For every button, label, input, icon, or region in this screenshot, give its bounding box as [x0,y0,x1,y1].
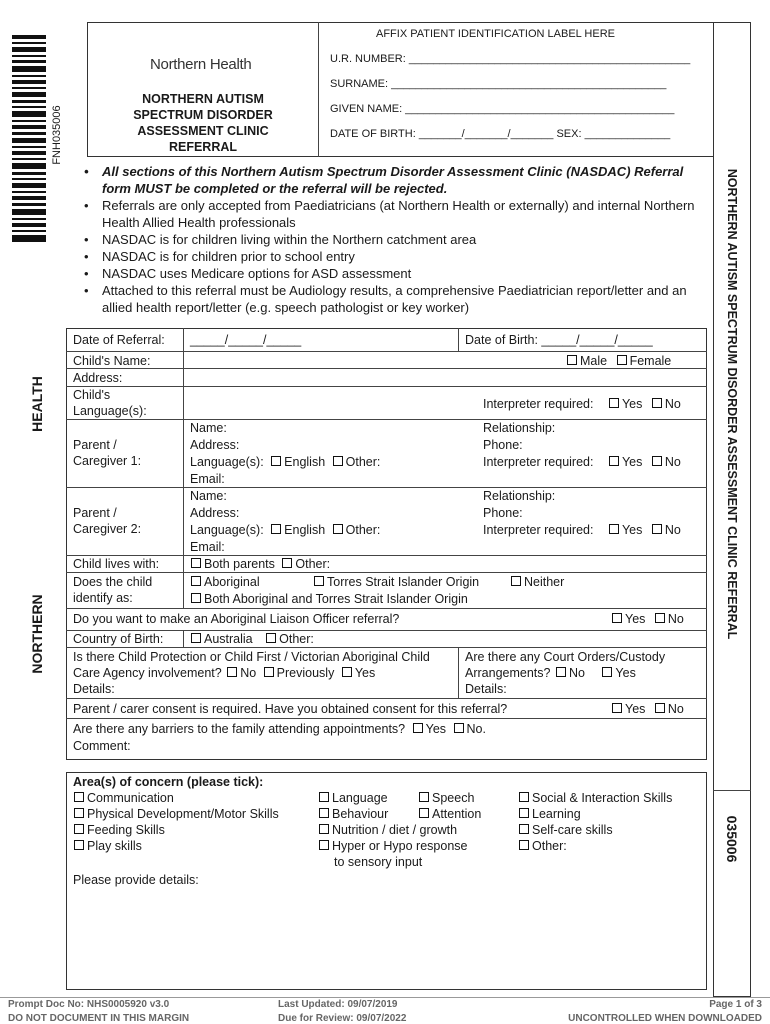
do-not-document: DO NOT DOCUMENT IN THIS MARGIN [8,1013,190,1024]
cp-previously-checkbox[interactable] [264,667,274,677]
child-protection-question: Is there Child Protection or Child First / Victorian Aboriginal Child Care Agency involvement? No Previously Yes Details: [73,650,430,696]
childs-language-label: Child's Language(s): [73,388,147,418]
consent-yes-checkbox[interactable] [612,703,622,713]
parent2-interp-yes-checkbox[interactable] [609,524,619,534]
aboriginal-option: Aboriginal [190,574,260,590]
both-origin-checkbox[interactable] [191,593,201,603]
parent1-interpreter: Interpreter required: Yes No [483,455,681,469]
both-parents-checkbox[interactable] [191,558,201,568]
bullet-item: • NASDAC is for children prior to school entry [84,249,355,264]
parent1-name[interactable]: Name: [190,421,227,435]
both-origin-option: Both Aboriginal and Torres Strait Islander Origin [190,591,468,607]
country-of-birth-label: Country of Birth: [73,632,164,646]
neither-option: Neither [510,574,564,590]
parent2-phone[interactable]: Phone: [483,506,523,520]
communication-checkbox[interactable] [74,792,84,802]
concern-col2: Language Speech Behaviour Attention Nutrition / diet / growth Hyper or Hypo response to sensory input [318,790,481,870]
concern-col3: Social & Interaction Skills Learning Self-care skills Other: [518,790,672,854]
consent-question: Parent / carer consent is required. Have you obtained consent for this referral? [73,702,508,716]
parent1-language: Language(s): English Other: [190,455,381,469]
parent2-label: Parent / Caregiver 2: [73,506,142,536]
male-checkbox[interactable] [567,355,577,365]
date-of-referral-field[interactable]: _____/_____/_____ [190,333,302,347]
parent1-interp-no-checkbox[interactable] [652,456,662,466]
surname-field[interactable]: SURNAME: _____________________________________________ [330,78,667,90]
date-of-birth-field[interactable]: Date of Birth: _____/_____/_____ [465,333,653,347]
instructions [80,163,705,316]
liaison-yes-checkbox[interactable] [612,613,622,623]
cp-yes-checkbox[interactable] [342,667,352,677]
aboriginal-checkbox[interactable] [191,576,201,586]
parent2-relationship[interactable]: Relationship: [483,489,556,503]
court-orders-question: Are there any Court Orders/Custody Arrangements? No Yes Details: [465,650,666,696]
interpreter-no-checkbox[interactable] [652,398,662,408]
feeding-checkbox[interactable] [74,824,84,834]
address-label: Address: [73,371,123,385]
parent1-other-checkbox[interactable] [333,456,343,466]
barcode-graphic [12,35,46,242]
sex-options: Male Female [566,353,671,369]
country-options: Australia Other: [190,631,314,647]
liaison-options: Yes No [611,611,684,627]
bullet-item: • Referrals are only accepted from Paediatricians (at Northern Health or externally) and internal Northern Health Allied Health professionals [84,198,695,230]
identify-label: Does the child identify as: [73,575,153,605]
nutrition-checkbox[interactable] [319,824,329,834]
australia-checkbox[interactable] [191,633,201,643]
parent1-label: Parent / Caregiver 1: [73,438,142,468]
parent1-english-checkbox[interactable] [271,456,281,466]
last-updated: Last Updated: 09/07/2019 [278,999,398,1010]
form-title: NORTHERN AUTISM SPECTRUM DISORDER ASSESSMENT CLINIC REFERRAL [133,92,273,154]
country-other-checkbox[interactable] [266,633,276,643]
parent2-name[interactable]: Name: [190,489,227,503]
uncontrolled: UNCONTROLLED WHEN DOWNLOADED [568,1013,762,1024]
parent1-address[interactable]: Address: [190,438,240,452]
prompt-doc: Prompt Doc No: NHS0005920 v3.0 [8,999,170,1010]
barriers-comment[interactable]: Comment: [73,739,131,753]
concern-details[interactable]: Please provide details: [73,873,199,887]
date-of-referral-label: Date of Referral: [73,333,165,347]
child-lives-with-label: Child lives with: [73,557,160,571]
bullet-item: • NASDAC is for children living within the Northern catchment area [84,232,477,247]
dob-sex-field[interactable]: DATE OF BIRTH: _______/_______/_______ SEX: ______________ [330,128,671,140]
self-care-checkbox[interactable] [519,824,529,834]
barcode [12,35,46,242]
parent2-email[interactable]: Email: [190,540,225,554]
neither-checkbox[interactable] [511,576,521,586]
child-interpreter: Interpreter required: Yes No [483,397,681,411]
barriers-question: Are there any barriers to the family attending appointments? Yes No. [73,722,486,736]
torres-checkbox[interactable] [314,576,324,586]
sensory-checkbox[interactable] [319,840,329,850]
consent-options: Yes No [611,701,684,717]
ur-number-field[interactable]: U.R. NUMBER: ______________________________________________ [330,53,691,65]
torres-option: Torres Strait Islander Origin [313,574,479,590]
childs-name-label: Child's Name: [73,354,151,368]
given-name-field[interactable]: GIVEN NAME: ____________________________________________ [330,103,675,115]
barriers-no-checkbox[interactable] [454,723,464,733]
bullet-item: • All sections of this Northern Autism Spectrum Disorder Assessment Clinic (NASDAC) Referral form MUST be completed or the referral will be rejected. [84,164,684,196]
social-checkbox[interactable] [519,792,529,802]
barcode-text: FNH035006 [51,105,63,165]
margin-health: HEALTH [29,376,45,432]
parent2-address[interactable]: Address: [190,506,240,520]
page-number: Page 1 of 3 [709,999,762,1010]
due-review: Due for Review: 09/07/2022 [278,1013,407,1024]
parent1-interp-yes-checkbox[interactable] [609,456,619,466]
female-checkbox[interactable] [617,355,627,365]
strip-title: NORTHERN AUTISM SPECTRUM DISORDER ASSESSMENT CLINIC REFERRAL [725,168,739,640]
parent2-interpreter: Interpreter required: Yes No [483,523,681,537]
motor-skills-checkbox[interactable] [74,808,84,818]
barriers-yes-checkbox[interactable] [413,723,423,733]
bullet-item: • NASDAC uses Medicare options for ASD assessment [84,266,412,281]
parent2-interp-no-checkbox[interactable] [652,524,662,534]
liaison-question: Do you want to make an Aboriginal Liaison Officer referral? [73,612,400,626]
attention-checkbox[interactable] [419,808,429,818]
liaison-no-checkbox[interactable] [655,613,665,623]
bullet-item: • Attached to this referral must be Audiology results, a comprehensive Paediatrician report/letter and an allied health report/letter (e.g. speech pathologist or key worker) [84,283,687,315]
parent2-language: Language(s): English Other: [190,523,381,537]
strip-code: 035006 [724,815,740,863]
northern-health-logo: Northern Health [150,56,252,73]
concern-col1: Communication Physical Development/Motor Skills Feeding Skills Play skills [73,790,279,854]
parent1-relationship[interactable]: Relationship: [483,421,556,435]
interpreter-yes-checkbox[interactable] [609,398,619,408]
affix-label: AFFIX PATIENT IDENTIFICATION LABEL HERE [376,28,615,40]
consent-no-checkbox[interactable] [655,703,665,713]
court-no-checkbox[interactable] [556,667,566,677]
lives-other-checkbox[interactable] [282,558,292,568]
child-lives-with-options: Both parents Other: [190,556,330,572]
concern-other-checkbox[interactable] [519,840,529,850]
concern-heading: Area(s) of concern (please tick): [73,775,264,789]
play-checkbox[interactable] [74,840,84,850]
speech-checkbox[interactable] [419,792,429,802]
behaviour-checkbox[interactable] [319,808,329,818]
parent1-email[interactable]: Email: [190,472,225,486]
language-checkbox[interactable] [319,792,329,802]
parent2-other-checkbox[interactable] [333,524,343,534]
learning-checkbox[interactable] [519,808,529,818]
parent2-english-checkbox[interactable] [271,524,281,534]
court-yes-checkbox[interactable] [602,667,612,677]
margin-northern: NORTHERN [29,594,45,674]
cp-no-checkbox[interactable] [227,667,237,677]
parent1-phone[interactable]: Phone: [483,438,523,452]
